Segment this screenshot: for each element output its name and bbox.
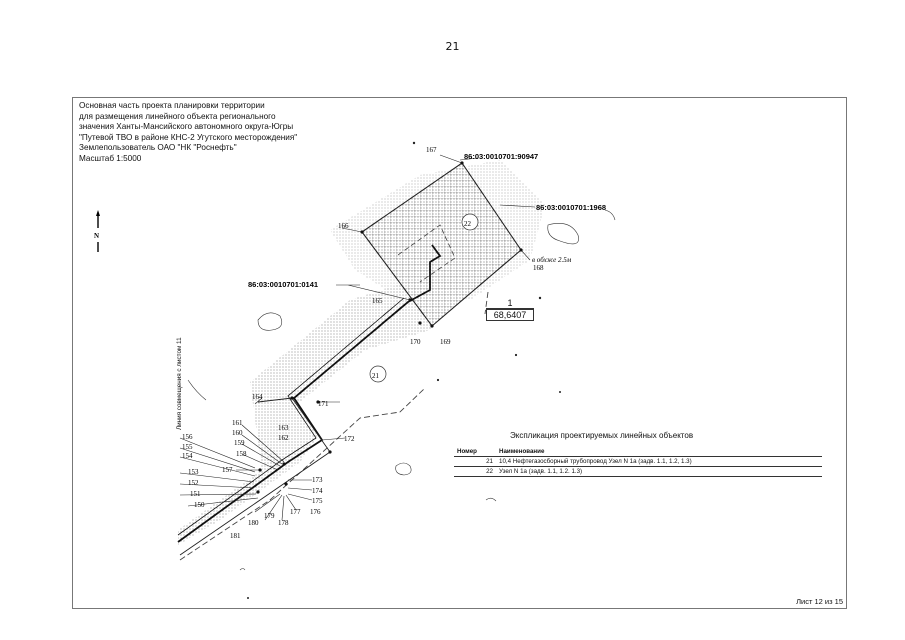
distance-note: в обхже 2.5м bbox=[532, 256, 572, 264]
point-label: 163 bbox=[278, 424, 289, 432]
point-label: 167 bbox=[426, 146, 437, 154]
object-21-label: 21 bbox=[372, 372, 379, 380]
page-number: 21 bbox=[445, 40, 460, 53]
point-label: 178 bbox=[278, 519, 289, 527]
legend-header-number: Номер bbox=[454, 447, 496, 457]
match-line-note: Линия совмещения с листом 11 bbox=[176, 337, 183, 430]
point-label: 161 bbox=[232, 419, 243, 427]
point-label: 158 bbox=[236, 450, 247, 458]
point-label: 165 bbox=[372, 297, 383, 305]
cadastral-label: 86:03:0010701:0141 bbox=[248, 280, 319, 289]
point-label: 175 bbox=[312, 497, 323, 505]
title-line: значения Ханты-Мансийского автономного округа-Югры bbox=[79, 122, 294, 132]
legend-cell: 21 bbox=[454, 457, 496, 467]
point-label: 166 bbox=[338, 222, 349, 230]
area-callout bbox=[486, 298, 534, 321]
legend-cell: Узел N 1а (задв. 1.1, 1.2. 1.3) bbox=[496, 467, 822, 477]
point-label: 162 bbox=[278, 434, 289, 442]
point-label: 164 bbox=[252, 393, 263, 401]
legend-header-name: Наименование bbox=[496, 447, 822, 457]
title-line: для размещения линейного объекта регионального bbox=[79, 111, 276, 121]
point-label: 176 bbox=[310, 508, 321, 516]
title-line: "Путевой ТВО в районе КНС-2 Угутского месторождения" bbox=[79, 132, 298, 142]
point-label: 157 bbox=[222, 466, 233, 474]
point-label: 156 bbox=[182, 433, 193, 441]
point-label: 160 bbox=[232, 429, 243, 437]
title-line: Основная часть проекта планировки территории bbox=[79, 101, 265, 110]
north-arrow bbox=[96, 210, 100, 252]
cadastral-label: 86:03:0010701:90947 bbox=[464, 152, 539, 161]
point-label: 150 bbox=[194, 501, 205, 509]
legend-row bbox=[454, 467, 822, 477]
object-22-label: 22 bbox=[464, 220, 471, 228]
legend-cell: 10,4 Нефтегазосборный трубопровод Узел N 1а (задв. 1.1, 1.2, 1.3) bbox=[496, 457, 822, 467]
point-label: 151 bbox=[190, 490, 201, 498]
legend-table bbox=[454, 447, 822, 477]
point-label: 179 bbox=[264, 512, 275, 520]
area-value: 68,6407 bbox=[486, 309, 534, 321]
point-label: 177 bbox=[290, 508, 301, 516]
point-label: 168 bbox=[533, 264, 544, 272]
legend-cell: 22 bbox=[454, 467, 496, 477]
point-label: 173 bbox=[312, 476, 323, 484]
cadastral-label: 86:03:0010701:1968 bbox=[536, 203, 607, 212]
point-label: 154 bbox=[182, 452, 193, 460]
point-label: 153 bbox=[188, 468, 199, 476]
point-label: 170 bbox=[410, 338, 421, 346]
point-label: 181 bbox=[230, 532, 241, 540]
point-label: 155 bbox=[182, 443, 193, 451]
north-label: N bbox=[94, 232, 100, 240]
sheet-number: Лист 12 из 15 bbox=[796, 597, 843, 606]
point-label: 180 bbox=[248, 519, 259, 527]
area-number: 1 bbox=[486, 298, 534, 309]
point-label: 172 bbox=[344, 435, 355, 443]
point-label: 159 bbox=[234, 439, 245, 447]
legend-row bbox=[454, 457, 822, 467]
point-label: 152 bbox=[188, 479, 199, 487]
point-label: 169 bbox=[440, 338, 451, 346]
point-label: 171 bbox=[318, 400, 329, 408]
legend-title: Экспликация проектируемых линейных объектов bbox=[510, 431, 694, 440]
point-label: 174 bbox=[312, 487, 323, 495]
title-line: Масштаб 1:5000 bbox=[79, 153, 142, 163]
title-line: Землепользователь ОАО "НК "Роснефть" bbox=[79, 143, 237, 153]
